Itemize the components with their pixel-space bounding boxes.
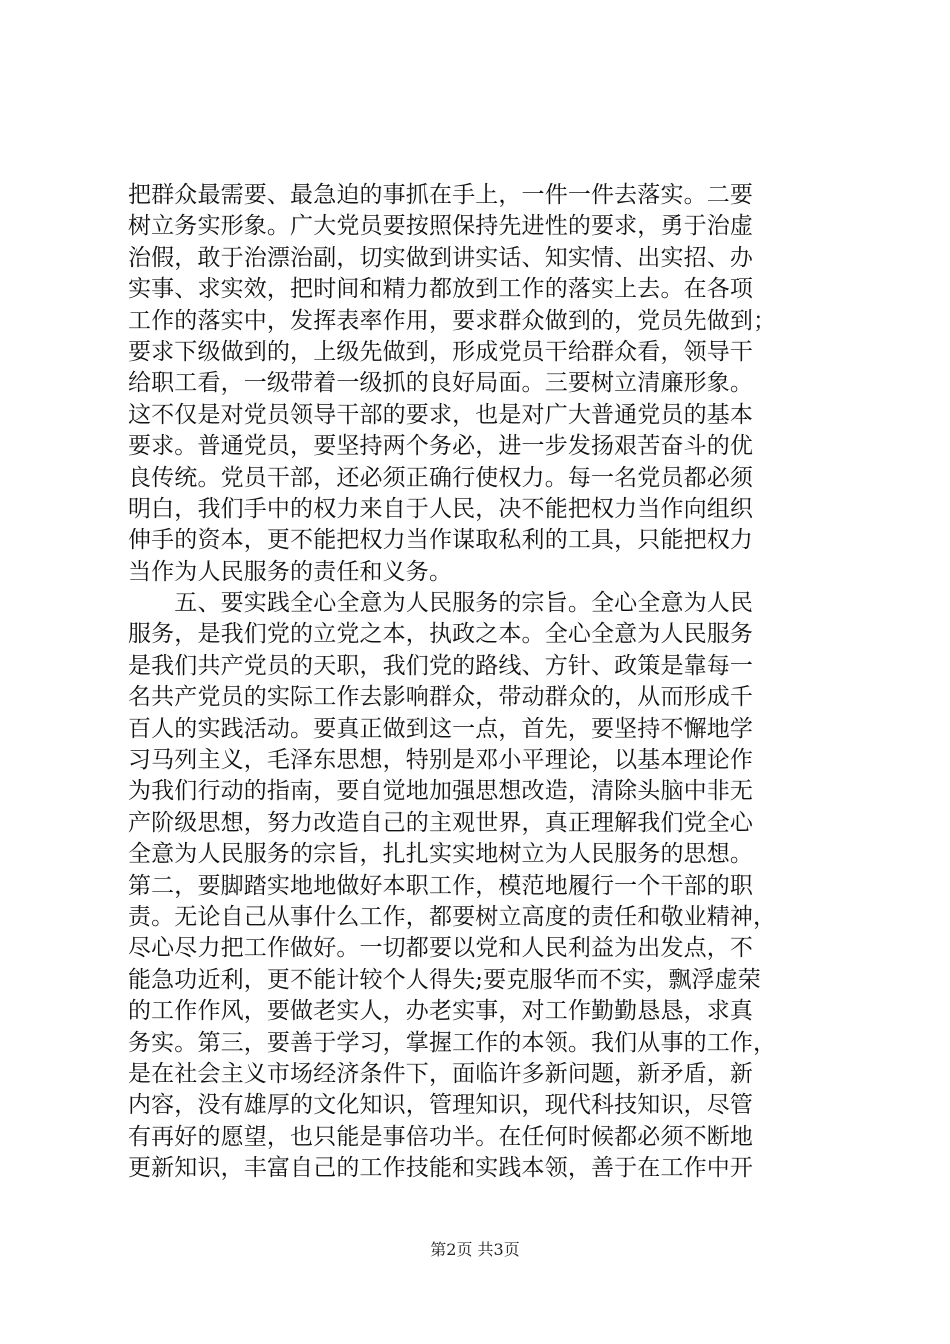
text-line: 百人的实践活动。要真正做到这一点，首先，要坚持不懈地学 [128,715,754,742]
text-line: 服务，是我们党的立党之本，执政之本。全心全意为人民服务 [128,621,754,648]
text-line: 树立务实形象。广大党员要按照保持先进性的要求，勇于治虚 [128,213,754,240]
text-line: 尽心尽力把工作做好。一切都要以党和人民利益为出发点，不 [128,935,754,962]
text-line: 当作为人民服务的责任和义务。 [128,558,453,585]
text-line: 为我们行动的指南，要自觉地加强思想改造，清除头脑中非无 [128,778,754,805]
text-line: 工作的落实中，发挥表率作用，要求群众做到的，党员先做到； [128,307,777,334]
text-line: 把群众最需要、最急迫的事抓在手上，一件一件去落实。二要 [128,182,754,208]
text-line: 实事、求实效，把时间和精力都放到工作的落实上去。在各项 [128,276,754,303]
text-line: 务实。第三，要善于学习，掌握工作的本领。我们从事的工作， [128,1029,777,1056]
text-line: 给职工看，一级带着一级抓的良好局面。三要树立清廉形象。 [128,370,754,397]
text-line: 能急功近利，更不能计较个人得失;要克服华而不实，飘浮虚荣 [128,966,761,993]
text-line: 名共产党员的实际工作去影响群众，带动群众的，从而形成千 [128,684,754,711]
page-number-footer: 第2页 共3页 [430,1240,520,1259]
text-line: 要求。普通党员，要坚持两个务必，进一步发扬艰苦奋斗的优 [128,433,754,460]
text-line: 五、要实践全心全意为人民服务的宗旨。全心全意为人民 [128,590,754,617]
text-line: 要求下级做到的，上级先做到，形成党员干给群众看，领导干 [128,338,754,365]
text-line: 良传统。党员干部，还必须正确行使权力。每一名党员都必须 [128,464,754,491]
text-line: 第二，要脚踏实地地做好本职工作，模范地履行一个干部的职 [128,872,754,899]
text-line: 更新知识，丰富自己的工作技能和实践本领，善于在工作中开 [128,1155,754,1182]
text-line: 的工作作风，要做老实人，办老实事，对工作勤勤恳恳，求真 [128,998,754,1025]
text-line: 全意为人民服务的宗旨，扎扎实实地树立为人民服务的思想。 [128,841,754,868]
text-line: 这不仅是对党员领导干部的要求，也是对广大普通党员的基本 [128,401,754,428]
text-line: 产阶级思想，努力改造自己的主观世界，真正理解我们党全心 [128,809,754,836]
text-line: 是我们共产党员的天职，我们党的路线、方针、政策是靠每一 [128,652,754,679]
document-body [128,180,828,1185]
text-line: 治假，敢于治漂治副，切实做到讲实话、知实情、出实招、办 [128,244,754,271]
text-line: 伸手的资本，更不能把权力当作谋取私利的工具，只能把权力 [128,527,754,554]
text-line: 有再好的愿望，也只能是事倍功半。在任何时候都必须不断地 [128,1123,754,1150]
text-line: 责。无论自己从事什么工作，都要树立高度的责任和敬业精神， [128,903,777,930]
text-line: 是在社会主义市场经济条件下，面临许多新问题，新矛盾，新 [128,1060,754,1087]
text-line: 习马列主义，毛泽东思想，特别是邓小平理论，以基本理论作 [128,747,754,774]
text-line: 明白，我们手中的权力来自于人民，决不能把权力当作向组织 [128,495,754,522]
text-line: 内容，没有雄厚的文化知识，管理知识，现代科技知识，尽管 [128,1092,754,1119]
